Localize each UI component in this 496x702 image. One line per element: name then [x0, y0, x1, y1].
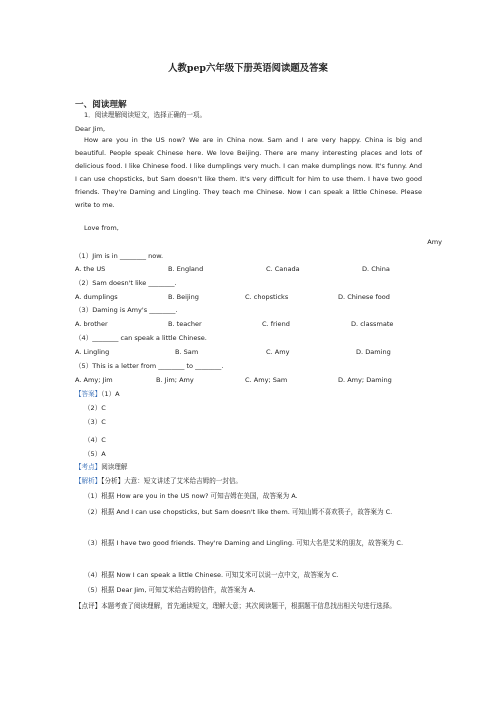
- jiexi-tag: 【解析】: [75, 477, 102, 485]
- letter-signature: Amy: [427, 238, 442, 246]
- option-3d: D. classmate: [351, 320, 394, 328]
- question-1: （1）Jim is in ________ now.: [75, 252, 164, 260]
- question-2: （2）Sam doesn't like ________.: [75, 279, 177, 287]
- jiexi-text: 【分析】大意：短文讲述了艾米给吉姆的一封信。: [101, 477, 242, 485]
- kaodian-line: [75, 463, 127, 471]
- option-5a: A. Amy; Jim: [75, 376, 113, 384]
- option-5d: D. Amy; Daming: [338, 376, 392, 384]
- kaodian-tag: 【考点】: [75, 463, 102, 471]
- option-4a: A. Lingling: [75, 348, 110, 356]
- jiexi-item-3: （3）根据 I have two good friends. They're Daming and Lingling. 可知大名是艾米的朋友，故答案为 C.: [84, 539, 404, 547]
- option-2b: B. Beijing: [168, 293, 199, 301]
- option-5b: B. Jim; Amy: [156, 376, 194, 384]
- option-4d: D. Daming: [356, 348, 391, 356]
- question-4: （4）________ can speak a little Chinese.: [75, 334, 207, 342]
- answer-5: （5）A: [84, 450, 106, 458]
- jiexi-item-5: （5）根据 Dear Jim, 可知艾米给吉姆的信件，故答案为 A.: [84, 586, 256, 594]
- answer-line: [75, 390, 120, 398]
- option-1d: D. China: [362, 265, 390, 273]
- option-1b: B. England: [168, 265, 204, 273]
- answer-tag: 【答案】: [75, 390, 102, 398]
- option-2a: A. dumplings: [75, 293, 118, 301]
- option-2d: D. Chinese food: [338, 293, 390, 301]
- option-4b: B. Sam: [175, 348, 199, 356]
- letter-greeting: Dear Jim,: [75, 125, 106, 133]
- letter-body: How are you in the US now? We are in China now. Sam and I are very happy. China is big and beautiful. People speak Chinese here. We love Beijing. There are many interesting places and lots of delicious food. I like Chinese food. I like dumplings very much. I can make dumplings now. It's funny. And I can use chopsticks, but Sam doesn't like them. It's very difficult for him to use them. I have two good friends. They're Daming and Lingling. They teach me Chinese. Now I can speak a little Chinese. Please write to me.: [75, 136, 422, 210]
- option-1c: C. Canada: [266, 265, 300, 273]
- option-3a: A. brother: [75, 320, 108, 328]
- option-1a: A. the US: [75, 265, 106, 273]
- option-5c: C. Amy; Sam: [245, 376, 288, 384]
- page-title: 人教pep六年级下册英语阅读题及答案: [168, 63, 328, 74]
- option-2c: C. chopsticks: [245, 293, 289, 301]
- jiexi-item-4: （4）根据 Now I can speak a little Chinese. 可知艾米可以说一点中文，故答案为 C.: [84, 571, 339, 579]
- answer-1: （1）A: [101, 390, 120, 398]
- section-heading: 一、阅读理解: [75, 100, 127, 110]
- option-3b: B. teacher: [168, 320, 202, 328]
- answer-4: （4）C: [84, 436, 106, 444]
- question-intro: 1．阅读理解阅读短文，选择正确的一项。: [84, 111, 207, 119]
- letter-closing: Love from,: [84, 224, 119, 232]
- answer-3: （3）C: [84, 418, 106, 426]
- jiexi-line: [75, 477, 242, 485]
- option-4c: C. Amy: [266, 348, 290, 356]
- jiexi-item-2: （2）根据 And I can use chopsticks, but Sam doesn't like them. 可知山姆不喜欢筷子，故答案为 C.: [84, 508, 393, 516]
- question-3: （3）Daming is Amy's ________.: [75, 306, 178, 314]
- kaodian-text: 阅读理解: [101, 463, 128, 471]
- answer-2: （2）C: [84, 404, 106, 412]
- dianping-text: 【点评】本题考查了阅读理解，首先通读短文，理解大意；其次阅读题干，根据题干信息找出相关句进行选择。: [75, 602, 396, 610]
- option-3c: C. friend: [262, 320, 290, 328]
- jiexi-item-1: （1）根据 How are you in the US now? 可知吉姆在美国，故答案为 A.: [84, 492, 298, 500]
- question-5: （5）This is a letter from ________ to ________.: [75, 362, 224, 370]
